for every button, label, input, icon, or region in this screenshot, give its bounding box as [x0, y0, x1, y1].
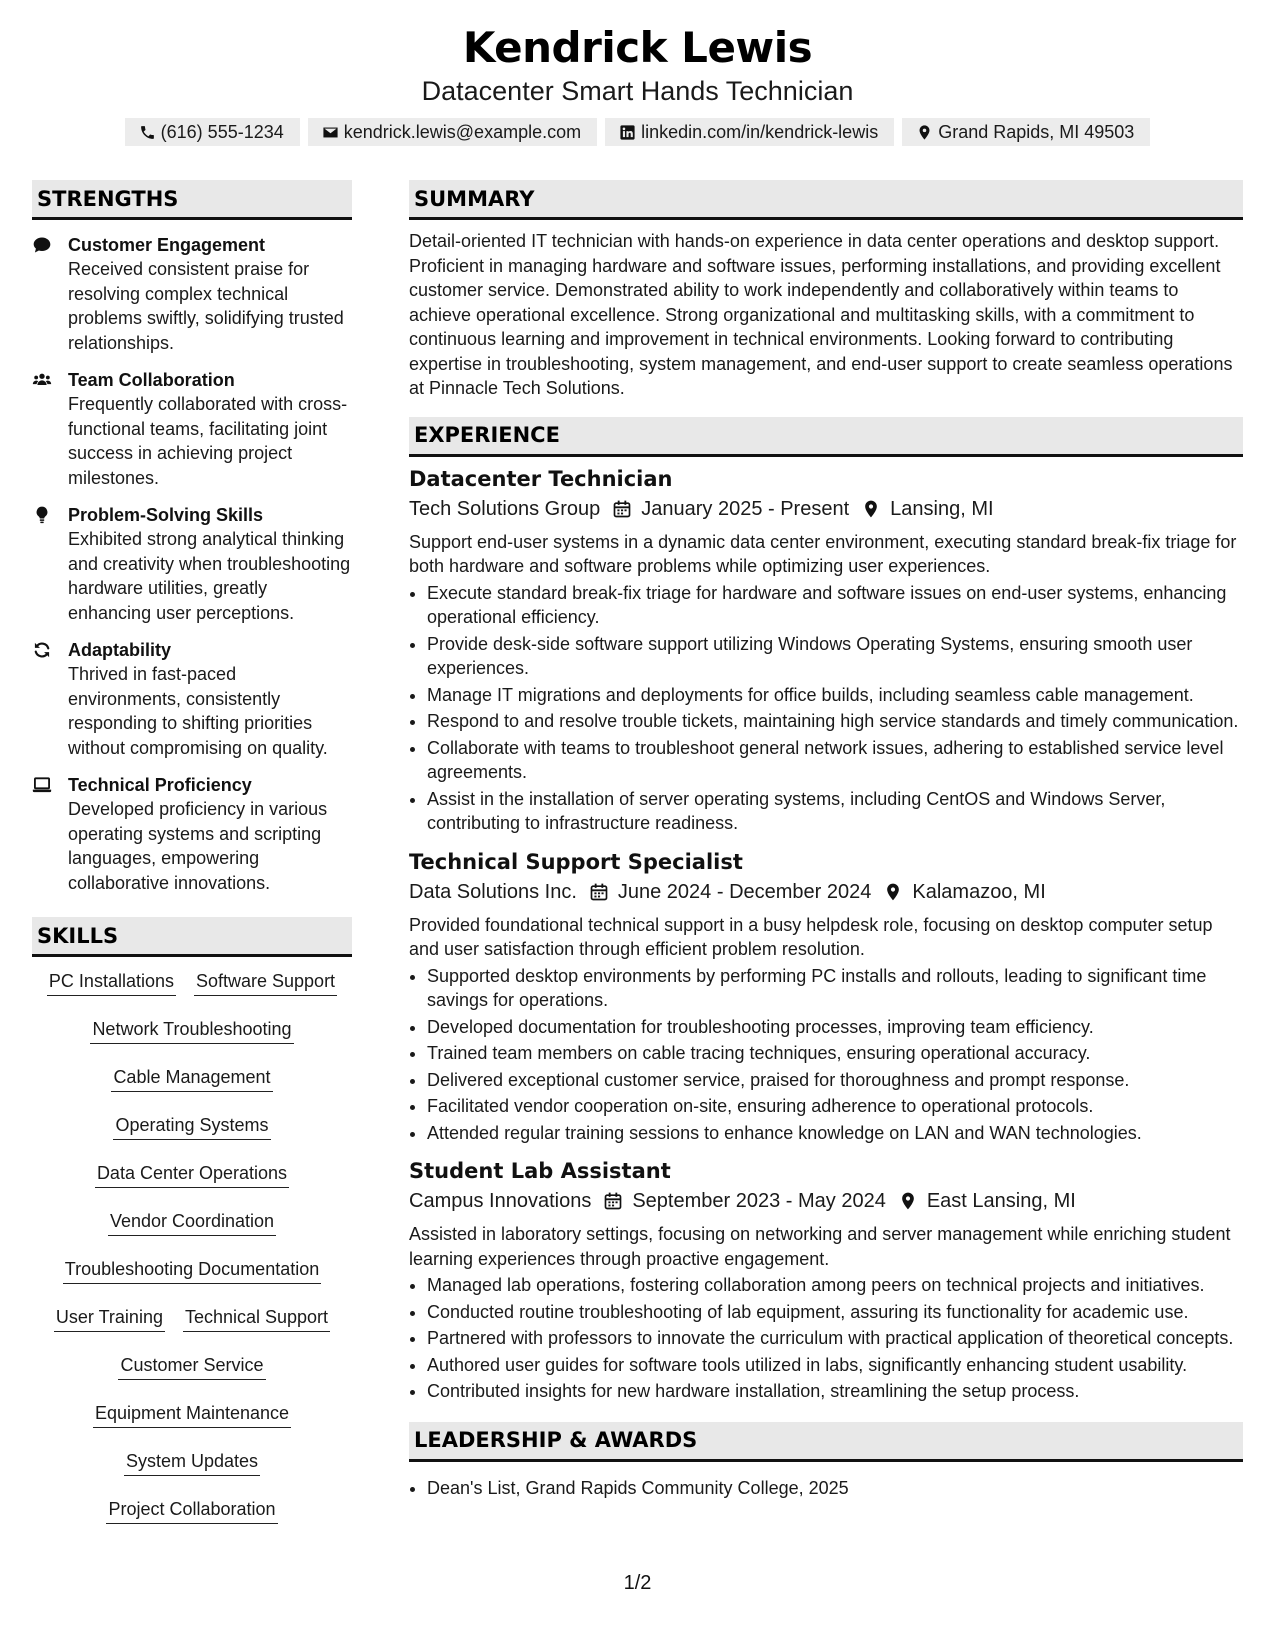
- linkedin-text: linkedin.com/in/kendrick-lewis: [641, 121, 879, 142]
- comment-icon: [32, 235, 52, 255]
- bullet-item: • Contributed insights for new hardware installation, streamlining the setup process.: [427, 1379, 1243, 1404]
- bullet-item: • Facilitated vendor cooperation on-site, ensuring adherence to operational protocols.: [427, 1094, 1243, 1119]
- strength-item: [32, 368, 352, 490]
- job-entry: [409, 848, 1243, 1146]
- bullet-item: • Authored user guides for software tools utilized in labs, significantly enhancing student usability.: [427, 1353, 1243, 1378]
- job-title: Technical Support Specialist: [409, 849, 743, 874]
- skill-tag: Project Collaboration: [106, 1491, 277, 1524]
- strength-title: Adaptability: [68, 640, 172, 660]
- linkedin-icon: [619, 124, 636, 141]
- bullet-item: • Manage IT migrations and deployments for office builds, including seamless cable management.: [427, 683, 1243, 708]
- job-entry: [409, 465, 1243, 836]
- strength-desc: Exhibited strong analytical thinking and creativity when troubleshooting hardware utilities, greatly enhancing user perceptions.: [68, 529, 351, 623]
- phone-text: (616) 555-1234: [160, 121, 284, 142]
- skill-tag: Equipment Maintenance: [93, 1395, 291, 1428]
- strength-desc: Frequently collaborated with cross-functional teams, facilitating joint success in achieving project milestones.: [68, 394, 348, 488]
- skill-tag: Technical Support: [183, 1299, 330, 1332]
- summary-heading: SUMMARY: [409, 180, 1243, 220]
- skills-list: [32, 963, 352, 1539]
- bullet-item: • Managed lab operations, fostering collaboration among peers on technical projects and initiatives.: [427, 1273, 1243, 1298]
- summary-text: Detail-oriented IT technician with hands-on experience in data center operations and desktop support. Proficient in managing hardware and software issues, performing installations, and providing excellent customer service. Demonstrated ability to work independently and collaboratively within teams to achieve operational excellence. Strong organizational and multitasking skills, with a commitment to continuous learning and improvement in technical environments. Looking forward to contributing expertise in troubleshooting, system management, and end-user support to create seamless operations at Pinnacle Tech Solutions.: [409, 231, 1233, 398]
- strength-desc: Thrived in fast-paced environments, consistently responding to shifting priorities without compromising on quality.: [68, 664, 328, 758]
- email-text: kendrick.lewis@example.com: [343, 121, 582, 142]
- job-description: Provided foundational technical support in a busy helpdesk role, focusing on desktop computer setup and user satisfaction through efficient problem resolution.: [409, 914, 1213, 959]
- bullet-item: • Delivered exceptional customer service, praised for thoroughness and prompt response.: [427, 1068, 1243, 1093]
- skills-heading: SKILLS: [32, 917, 352, 957]
- candidate-name: Kendrick Lewis: [462, 23, 813, 72]
- job-dates: January 2025 - Present: [641, 497, 850, 520]
- job-company: Data Solutions Inc.: [409, 880, 577, 903]
- skill-tag: Vendor Coordination: [108, 1203, 276, 1236]
- map-pin-icon: [916, 124, 933, 141]
- bullet-item: • Respond to and resolve trouble tickets, maintaining high service standards and timely communication.: [427, 709, 1243, 734]
- job-dates: June 2024 - December 2024: [617, 880, 872, 903]
- job-description: Assisted in laboratory settings, focusing on networking and server management while enriching student learning experiences through proactive engagement.: [409, 1224, 1231, 1269]
- location-text: Grand Rapids, MI 49503: [938, 121, 1135, 142]
- bullet-item: • Developed documentation for troubleshooting processes, improving team efficiency.: [427, 1015, 1243, 1040]
- job-bullets: [409, 964, 1243, 1146]
- email-chip[interactable]: [308, 118, 597, 146]
- strength-title: Team Collaboration: [68, 370, 235, 390]
- strengths-heading: STRENGTHS: [32, 180, 352, 220]
- phone-chip[interactable]: [125, 118, 300, 146]
- bullet-item: • Provide desk-side software support utilizing Windows Operating Systems, ensuring smooth user experiences.: [427, 632, 1243, 681]
- job-company: Campus Innovations: [409, 1190, 592, 1212]
- left-column: [32, 180, 352, 1539]
- bullet-item: • Attended regular training sessions to enhance knowledge on LAN and WAN technologies.: [427, 1121, 1243, 1146]
- strength-title: Technical Proficiency: [68, 775, 252, 795]
- strength-item: [32, 773, 352, 895]
- job-title: Student Lab Assistant: [409, 1159, 671, 1183]
- laptop-icon: [32, 775, 52, 795]
- strength-desc: Developed proficiency in various operating systems and scripting languages, empowering collaborative innovations.: [68, 799, 328, 893]
- job-meta: [409, 876, 1243, 908]
- skill-tag: PC Installations: [47, 963, 176, 996]
- award-item: • Dean's List, Grand Rapids Community College, 2025: [427, 1476, 1243, 1501]
- bullet-item: • Trained team members on cable tracing techniques, ensuring operational accuracy.: [427, 1041, 1243, 1066]
- strength-item: [32, 233, 352, 355]
- strength-item: [32, 638, 352, 760]
- job-entry: [409, 1157, 1243, 1404]
- map-pin-icon: [898, 1191, 918, 1211]
- location-chip: [902, 118, 1150, 146]
- bullet-item: • Supported desktop environments by performing PC installs and rollouts, leading to significant time savings for operations.: [427, 964, 1243, 1013]
- bullet-item: • Execute standard break-fix triage for hardware and software issues on end-user systems, enhancing operational efficiency.: [427, 581, 1243, 630]
- skill-tag: Customer Service: [118, 1347, 265, 1380]
- calendar-icon: [612, 499, 632, 519]
- contact-bar: [0, 118, 1275, 146]
- strength-title: Customer Engagement: [68, 235, 266, 255]
- candidate-title: Datacenter Smart Hands Technician: [421, 76, 854, 106]
- bullet-item: • Assist in the installation of server operating systems, including CentOS and Windows Server, contributing to infrastructure readiness.: [427, 787, 1243, 836]
- skill-tag: Data Center Operations: [95, 1155, 289, 1188]
- map-pin-icon: [883, 882, 903, 902]
- job-location: Lansing, MI: [890, 497, 994, 520]
- job-location: Kalamazoo, MI: [912, 880, 1046, 903]
- experience-heading: EXPERIENCE: [409, 417, 1243, 457]
- job-dates: September 2023 - May 2024: [632, 1190, 886, 1212]
- awards-list: [409, 1476, 1243, 1501]
- skill-tag: Cable Management: [111, 1059, 272, 1092]
- strength-item: [32, 503, 352, 625]
- awards-heading: LEADERSHIP & AWARDS: [409, 1422, 1243, 1462]
- map-pin-icon: [861, 499, 881, 519]
- linkedin-chip[interactable]: [605, 118, 894, 146]
- job-meta: [409, 493, 1243, 525]
- skill-tag: System Updates: [124, 1443, 260, 1476]
- strength-title: Problem-Solving Skills: [68, 505, 264, 525]
- job-title: Datacenter Technician: [409, 466, 673, 491]
- calendar-icon: [603, 1191, 623, 1211]
- skill-tag: User Training: [54, 1299, 165, 1332]
- phone-icon: [139, 124, 156, 141]
- skill-tag: Troubleshooting Documentation: [63, 1251, 322, 1284]
- strength-desc: Received consistent praise for resolving complex technical problems swiftly, solidifying trusted relationships.: [68, 259, 344, 353]
- skill-tag: Network Troubleshooting: [90, 1011, 293, 1044]
- bullet-item: • Collaborate with teams to troubleshoot general network issues, adhering to established service level agreements.: [427, 736, 1243, 785]
- refresh-icon: [32, 640, 52, 660]
- right-column: [409, 180, 1243, 1500]
- users-icon: [32, 370, 52, 390]
- job-bullets: [409, 1273, 1243, 1404]
- job-company: Tech Solutions Group: [409, 497, 601, 520]
- job-bullets: [409, 581, 1243, 836]
- resume-header: [0, 22, 1275, 146]
- bullet-item: • Conducted routine troubleshooting of lab equipment, assuring its functionality for academic use.: [427, 1300, 1243, 1325]
- skill-tag: Software Support: [194, 963, 337, 996]
- bullet-item: • Partnered with professors to innovate the curriculum with practical application of theoretical concepts.: [427, 1326, 1243, 1351]
- job-description: Support end-user systems in a dynamic data center environment, executing standard break-fix triage for both hardware and software problems while optimizing user experiences.: [409, 531, 1237, 576]
- skill-tag: Operating Systems: [113, 1107, 270, 1140]
- job-meta: [409, 1185, 1243, 1217]
- page-number: 1/2: [623, 1572, 652, 1594]
- calendar-icon: [589, 882, 609, 902]
- envelope-icon: [322, 124, 339, 141]
- job-location: East Lansing, MI: [926, 1190, 1076, 1212]
- lightbulb-icon: [32, 505, 52, 525]
